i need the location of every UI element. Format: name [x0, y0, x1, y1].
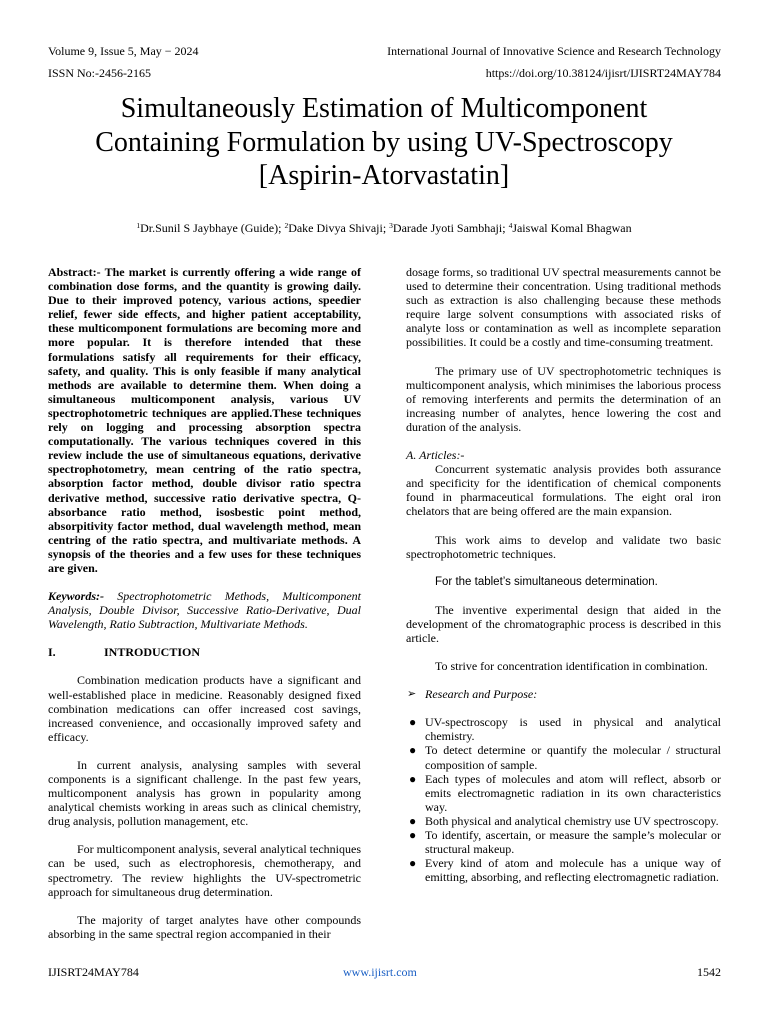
research-purpose-heading — [406, 687, 721, 701]
paper-title — [40, 92, 728, 193]
author-3-name: Darade Jyoti Sambhaji; — [392, 221, 509, 235]
abstract: Abstract:- The market is currently offering a wide range of combination dose forms, and the quantity is growing daily. Due to their improved potency, various actions, speedier relief, fewer side effects, and higher patient acceptability, these multicomponent formulations are becoming more and more popular. It is therefore intended that these formulations satisfy all requirements for their efficacy, safety, and quality. This is only feasible if many analytical methods are available to determine them. When doing a simultaneous multicomponent analysis, various UV spectrophotometric techniques are applied.These techniques rely on logging and processing absorption spectra computationally. The various techniques covered in this review include the use of simultaneous equations, derivative spectrophotometry, mean centring of the ratio spectra, absorption factor method, double divisor ratio spectra derivative method, successive ratio derivative spectra, Q-absorbance ratio method, isosbestic point method, absorpitivity factor method, dual wavelength method, mean centring of the ratio spectra, and multivariate methods. A synopsis of the theories and a few uses for these techniques are given. — [48, 265, 361, 575]
issn: ISSN No:-2456-2165 — [48, 66, 152, 80]
keywords-label: Keywords:- — [48, 589, 104, 604]
author-3-number: 3 — [389, 221, 393, 230]
tablet-paragraph: For the tablet’s simultaneous determination. — [435, 575, 658, 588]
list-item — [406, 743, 721, 771]
bullet-icon: ● — [409, 813, 417, 828]
intro-paragraph-1: Combination medication products have a significant and well-established place in medicine. Reasonably designed fixed combination medications can offer increased cost savings, increased convenience, and occasionally improved safety and efficacy. — [48, 673, 361, 744]
bullet-icon: ● — [409, 828, 417, 842]
bullet-icon: ● — [409, 856, 417, 871]
list-item — [406, 715, 721, 743]
bullet-text: Every kind of atom and molecule has a unique way of emitting, absorbing, and reflecting electromagnetic radiation. — [425, 856, 721, 885]
articles-paragraph: Concurrent systematic analysis provides both assurance and specificity for the identification of chemical components found in pharmaceutical formulations. The eight oral iron chelators that are being offered are the main expansion. — [406, 462, 721, 519]
title-line-1: Simultaneously Estimation of Multicomponent — [120, 93, 648, 124]
author-4-name: Jaiswal Komal Bhagwan — [512, 221, 632, 235]
bullet-text: To identify, ascertain, or measure the sample’s molecular or structural makeup. — [425, 828, 721, 857]
author-4-number: 4 — [508, 221, 513, 230]
author-2-name: Dake Divya Shivaji; — [288, 221, 390, 235]
bullet-text: Both physical and analytical chemistry use UV spectroscopy. — [425, 813, 719, 828]
section-heading-introduction — [48, 645, 361, 659]
bullet-icon: ● — [409, 743, 417, 758]
keywords-text: Spectrophotometric Methods, Multicomponent Analysis, Double Divisor, Successive Ratio-Derivative, Dual Wavelength, Ratio Subtraction, Multivariate Methods. — [48, 589, 361, 632]
list-item — [406, 814, 721, 828]
author-2-number: 2 — [284, 221, 289, 230]
list-item — [406, 828, 721, 856]
right-paragraph-1: dosage forms, so traditional UV spectral measurements cannot be used to determine their concentration. Using traditional methods such as extraction is also challenging because these methods require large solvent consumptions with associated risks of analyte loss or contamination as well as incomplete separation possibilities. It could be a costly and time-consuming treatment. — [406, 265, 721, 350]
research-purpose-label: Research and Purpose: — [425, 687, 538, 702]
design-paragraph: The inventive experimental design that aided in the development of the chromatographic process is described in this article. — [406, 602, 721, 645]
list-item — [406, 856, 721, 884]
subsection-articles: A. Articles:- — [406, 448, 465, 463]
section-title: INTRODUCTION — [104, 645, 201, 660]
bullet-icon: ● — [409, 715, 417, 730]
arrow-bullet-icon: ➢ — [407, 688, 417, 701]
bullet-text: To detect determine or quantify the molecular / structural composition of sample. — [425, 743, 721, 772]
purpose-bullet-list — [406, 715, 721, 884]
author-1-name: Dr.Sunil S Jaybhaye (Guide); — [140, 221, 285, 235]
aim-paragraph: This work aims to develop and validate two basic spectrophotometric techniques. — [406, 532, 721, 561]
intro-paragraph-2: In current analysis, analysing samples with several components is a significant challenge. In the past few years, multicomponent analysis has grown in popularity among analytical chemists working in areas such as clinical chemistry, drug analysis, pollution management, etc. — [48, 757, 361, 829]
section-number: I. — [48, 645, 56, 660]
left-column — [48, 265, 361, 941]
author-1-number: 1 — [136, 221, 141, 230]
footer-website-link[interactable]: www.ijisrt.com — [343, 965, 417, 979]
title-line-2: Containing Formulation by using UV-Spectroscopy — [95, 126, 673, 158]
bullet-icon: ● — [409, 771, 417, 786]
right-column — [406, 265, 721, 884]
bullet-text: Each types of molecules and atom will reflect, absorb or emits electromagnetic radiation in its own characteristics way. — [425, 771, 721, 814]
footer-paper-id: IJISRT24MAY784 — [48, 965, 139, 979]
footer-page-number: 1542 — [697, 965, 721, 979]
volume-info: Volume 9, Issue 5, May − 2024 — [48, 44, 199, 58]
journal-name: International Journal of Innovative Science and Research Technology — [387, 44, 721, 58]
right-paragraph-2: The primary use of UV spectrophotometric techniques is multicomponent analysis, which minimises the laborious process of removing interferents and permits the determination of an increasing number of analytes, hence lowering the cost and duration of the analysis. — [406, 363, 721, 434]
doi-link[interactable]: https://doi.org/10.38124/ijisrt/IJISRT24MAY784 — [485, 66, 721, 80]
intro-paragraph-4: The majority of target analytes have other compounds absorbing in the same spectral region accompanied in their — [48, 912, 361, 941]
intro-paragraph-3: For multicomponent analysis, several analytical techniques can be used, such as electrophoresis, chemotherapy, and spectrometry. The review highlights the UV-spectrometric approach for simultaneous drug determination. — [48, 842, 361, 899]
list-item — [406, 772, 721, 814]
bullet-text: UV-spectroscopy is used in physical and analytical chemistry. — [425, 715, 721, 744]
keywords — [48, 589, 361, 631]
strive-paragraph: To strive for concentration identification in combination. — [435, 659, 708, 674]
author-list — [40, 221, 728, 235]
title-line-3: [Aspirin-Atorvastatin] — [258, 160, 510, 191]
